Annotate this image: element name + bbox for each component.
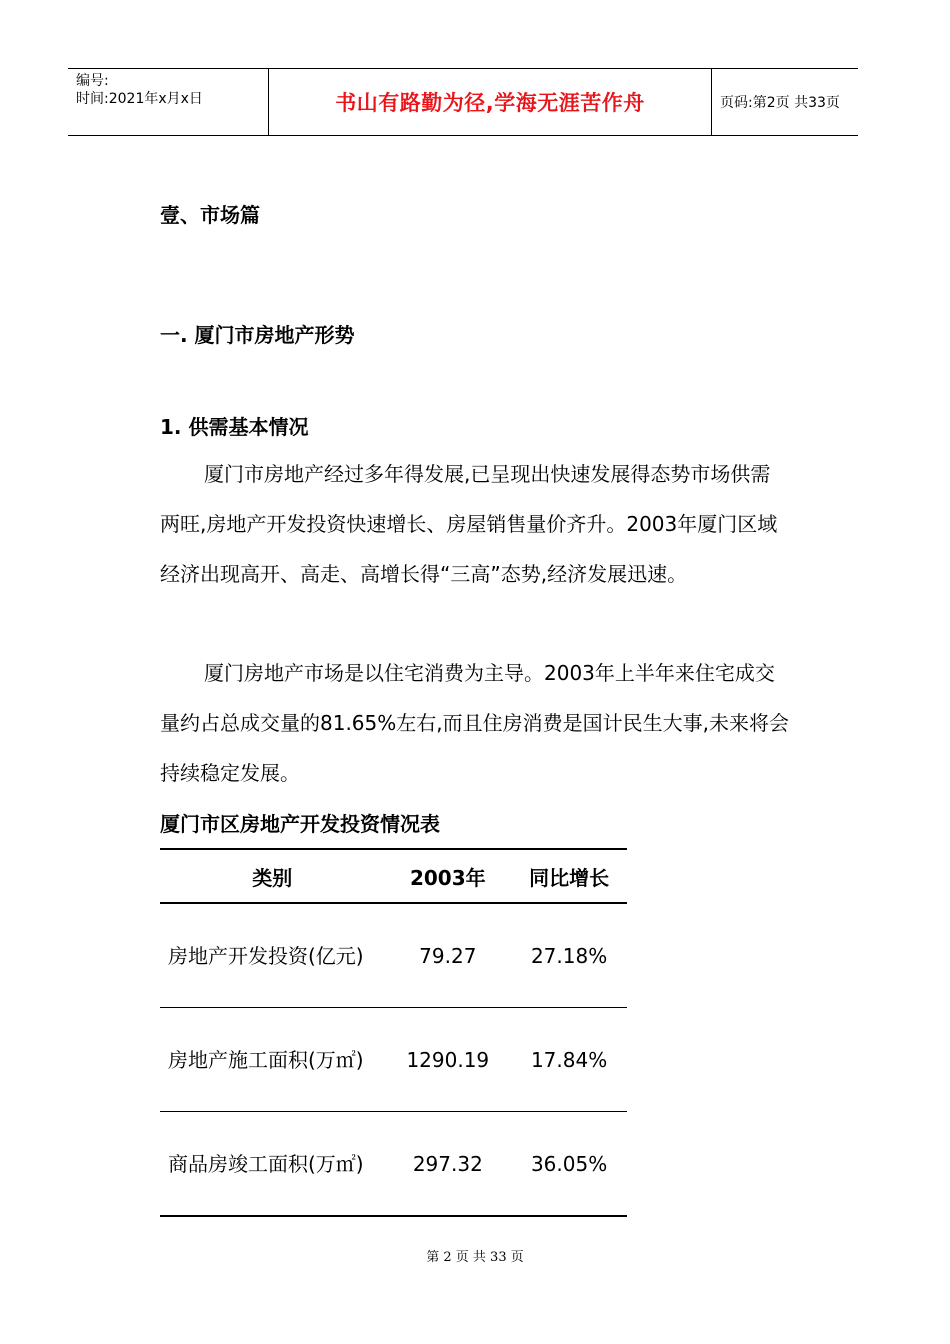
column-header-growth: 同比增长 [511, 849, 627, 903]
column-header-2003: 2003年 [384, 849, 511, 903]
paragraph-housing-market: 厦门房地产市场是以住宅消费为主导。2003年上半年来住宅成交量约占总成交量的81.65%左右,而且住房消费是国计民生大事,未来将会持续稳定发展。 [160, 661, 789, 785]
serial-label: 编号: [76, 73, 109, 89]
header-meta [68, 69, 269, 135]
table-row [160, 1008, 627, 1112]
sub-section-title: 一. 厦门市房地产形势 [160, 323, 355, 347]
row-category: 房地产施工面积(万㎡) [160, 1008, 384, 1112]
table-row [160, 1112, 627, 1217]
page-footer: 第 2 页 共 33 页 [426, 1250, 524, 1265]
main-section-title: 壹、市场篇 [160, 203, 260, 227]
column-header-category: 类别 [160, 849, 384, 903]
row-value-2003: 1290.19 [384, 1008, 511, 1112]
table-row [160, 903, 627, 1008]
row-growth: 36.05% [511, 1112, 627, 1217]
paragraph-supply-demand: 厦门市房地产经过多年得发展,已呈现出快速发展得态势市场供需两旺,房地产开发投资快速增长、房屋销售量价齐升。2003年厦门区域经济出现高开、高走、高增长得“三高”态势,经济发展迅速。 [160, 462, 778, 586]
row-value-2003: 79.27 [384, 903, 511, 1008]
header-motto: 书山有路勤为径,学海无涯苦作舟 [269, 69, 712, 135]
row-growth: 27.18% [511, 903, 627, 1008]
row-value-2003: 297.32 [384, 1112, 511, 1217]
row-category: 商品房竣工面积(万㎡) [160, 1112, 384, 1217]
table-title: 厦门市区房地产开发投资情况表 [160, 812, 440, 836]
row-category: 房地产开发投资(亿元) [160, 903, 384, 1008]
row-growth: 17.84% [511, 1008, 627, 1112]
item-title: 1. 供需基本情况 [160, 415, 309, 439]
table-header-row [160, 849, 627, 903]
date-label: 时间:2021年x月x日 [76, 91, 203, 107]
header-page-info: 页码:第2页 共33页 [720, 95, 840, 111]
investment-table [160, 848, 627, 1217]
page-header [68, 68, 858, 136]
